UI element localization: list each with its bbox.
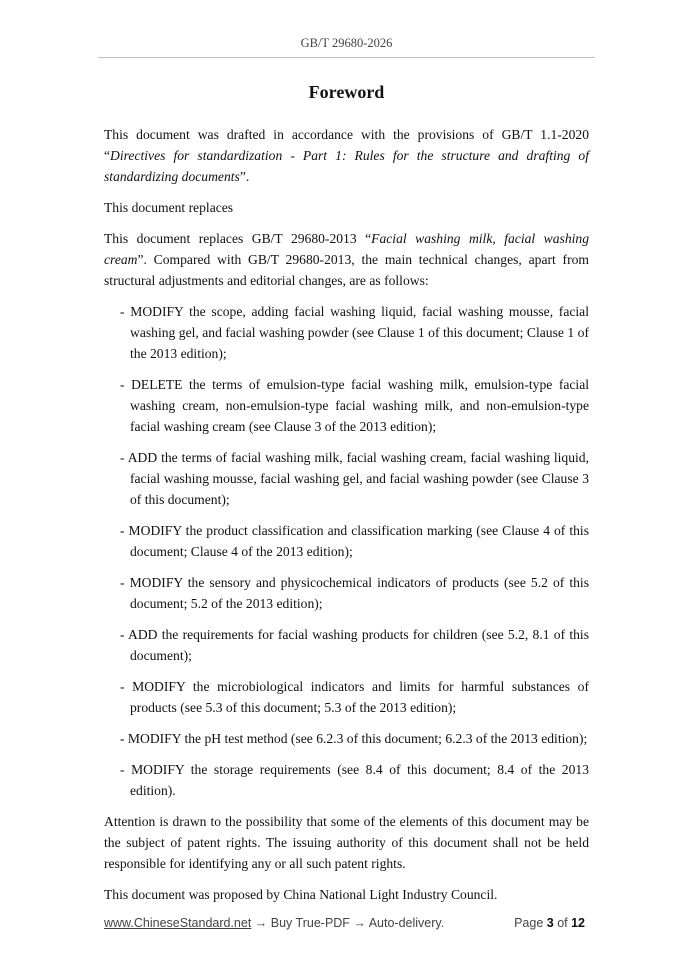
total-page-count: 12	[571, 916, 585, 930]
list-item: - MODIFY the pH test method (see 6.2.3 of this document; 6.2.3 of the 2013 edition);	[120, 731, 588, 746]
list-item: - MODIFY the product classification and classification marking (see Clause 4 of this document; Clause 4 of the 2013 edition);	[120, 523, 589, 559]
paragraph-replaces-short: This document replaces	[104, 200, 234, 215]
list-item: - ADD the terms of facial washing milk, facial washing cream, facial washing liquid, facial washing mousse, facial washing gel, and facial washing powder (see Clause 3 of this document);	[120, 450, 589, 507]
list-item: - MODIFY the storage requirements (see 8.4 of this document; 8.4 of the 2013 edition).	[120, 762, 589, 798]
page-title: Foreword	[308, 82, 385, 102]
replaced-standard-title: Facial washing milk, facial washing cream	[104, 231, 589, 267]
document-code-header: GB/T 29680-2026	[300, 36, 393, 50]
drafting-directive-title: Directives for standardization - Part 1: Rules for the structure and drafting of standardizing documents	[104, 148, 589, 184]
page-footer	[104, 916, 589, 936]
paragraph-replaces	[104, 228, 589, 291]
replaces-text-start: This document replaces GB/T 29680-2013 “	[104, 231, 372, 246]
drafting-text-end: ”.	[239, 169, 250, 184]
page-of-label: of	[553, 916, 572, 930]
technical-changes-list	[104, 301, 589, 801]
list-item: - MODIFY the microbiological indicators and limits for harmful substances of products (see 5.3 of this document; 5.3 of the 2013 edition);	[120, 679, 589, 715]
paragraph-proposed-by: This document was proposed by China National Light Industry Council.	[104, 887, 498, 902]
footer-promo	[104, 916, 444, 930]
paragraph-drafting	[104, 124, 589, 187]
list-item: - MODIFY the sensory and physicochemical indicators of products (see 5.2 of this document; 5.2 of the 2013 edition);	[120, 575, 589, 611]
page-label: Page	[514, 916, 547, 930]
document-body	[104, 124, 589, 915]
footer-promo-text: → Buy True-PDF → Auto-delivery.	[251, 916, 445, 930]
paragraph-patent-notice: Attention is drawn to the possibility that some of the elements of this document may be the subject of patent rights. The issuing authority of this document shall not be held responsible for identifying any or all such patent rights.	[104, 814, 589, 871]
page-indicator	[514, 916, 585, 930]
drafting-text-start: This document was drafted in accordance with the provisions of GB/T 1.1-2020 “	[104, 127, 589, 163]
list-item: - DELETE the terms of emulsion-type facial washing milk, emulsion-type facial washing cream, non-emulsion-type facial washing milk, and non-emulsion-type facial washing cream (see Clause 3 of the 2013 edition);	[120, 377, 589, 434]
list-item: - MODIFY the scope, adding facial washing liquid, facial washing mousse, facial washing gel, and facial washing powder (see Clause 1 of this document; Clause 1 of the 2013 edition);	[120, 304, 589, 361]
footer-site-link[interactable]: www.ChineseStandard.net	[104, 916, 252, 930]
header-divider	[98, 57, 595, 58]
current-page-number: 3	[546, 916, 554, 930]
list-item: - ADD the requirements for facial washing products for children (see 5.2, 8.1 of this document);	[120, 627, 589, 663]
replaces-text-end: ”. Compared with GB/T 29680-2013, the main technical changes, apart from structural adjustments and editorial changes, are as follows:	[104, 252, 589, 288]
